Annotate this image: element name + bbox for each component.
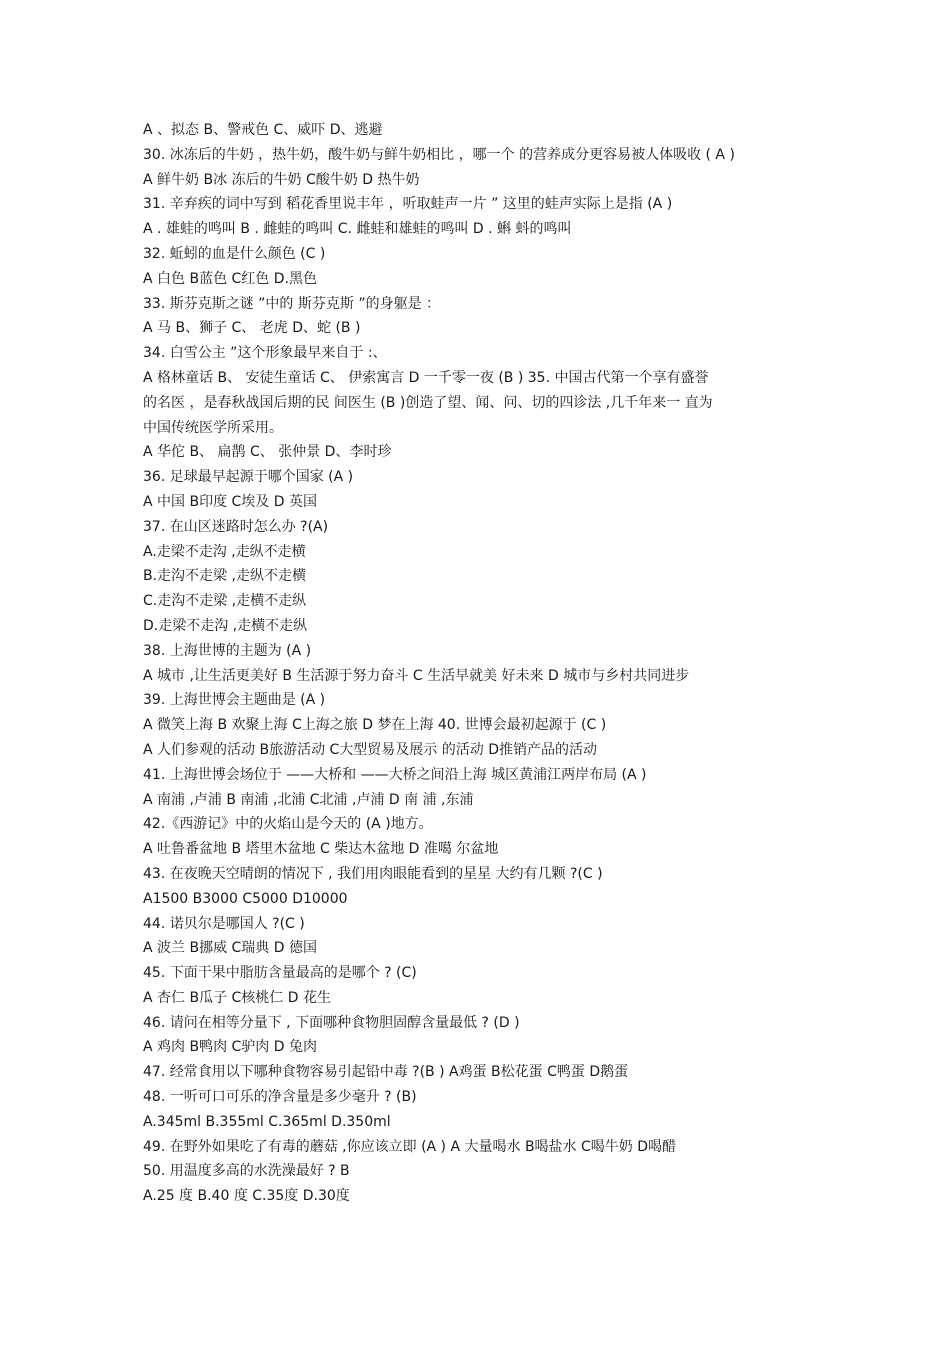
text-line: A.走梁不走沟 ,走纵不走横 [143,543,306,560]
text-line: A 中国 B印度 C埃及 D 英国 [143,493,317,510]
text-line: 38. 上海世博的主题为 (A ) [143,642,312,659]
text-line: A 白色 B蓝色 C红色 D.黑色 [143,270,317,287]
page-content [143,118,823,1209]
text-line: 50. 用温度多高的水洗澡最好 ? B [143,1163,350,1180]
text-line: 30. 冰冻后的牛奶 ，热牛奶，酸牛奶与鲜牛奶相比 ，哪一个 的营养成分更容易被人体吸收 ( A ) [143,146,735,163]
text-line: 36. 足球最早起源于哪个国家 (A ) [143,469,354,486]
text-line: 34. 白雪公主 ”这个形象最早来自于 :、 [143,345,387,362]
text-line: A.345ml B.355ml C.365ml D.350ml [143,1113,391,1130]
text-line: A . 雄蛙的鸣叫 B . 雌蛙的鸣叫 C. 雌蛙和雄蛙的鸣叫 D . 蝌 蚪的鸣叫 [143,221,572,238]
text-line: A 城市 ,让生活更美好 B 生活源于努力奋斗 C 生活早就美 好未来 D 城市与乡村共同进步 [143,667,690,684]
text-line: 31. 辛弃疾的词中写到 稻花香里说丰年 ，听取蛙声一片 ” 这里的蛙声实际上是指 (A ) [143,196,673,213]
text-line: A 人们参观的活动 B旅游活动 C大型贸易及展示 的活动 D推销产品的活动 [143,741,597,758]
text-line: B.走沟不走梁 ,走纵不走横 [143,568,306,585]
text-line: A 波兰 B挪威 C瑞典 D 德国 [143,940,317,957]
text-line: 43. 在夜晚天空晴朗的情况下 , 我们用肉眼能看到的星星 大约有几颗 ?(C ) [143,865,603,882]
text-line: 44. 诺贝尔是哪国人 ?(C ) [143,915,305,932]
text-line: 45. 下面干果中脂肪含量最高的是哪个 ? (C) [143,965,417,982]
text-line: 47. 经常食用以下哪种食物容易引起铅中毒 ?(B ) A鸡蛋 B松花蛋 C鸭蛋 D鹅蛋 [143,1064,629,1081]
text-line: A.25 度 B.40 度 C.35度 D.30度 [143,1188,350,1205]
text-line: 41. 上海世博会场位于 ——大桥和 ——大桥之间沿上海 城区黄浦江两岸布局 (A ) [143,766,647,783]
text-line: A 马 B、狮子 C、 老虎 D、蛇 (B ) [143,320,361,337]
text-line: 48. 一听可口可乐的净含量是多少毫升 ? (B) [143,1089,417,1106]
text-line: A 杏仁 B瓜子 C核桃仁 D 花生 [143,989,331,1006]
text-line: A1500 B3000 C5000 D10000 [143,890,348,907]
text-line: A 华佗 B、 扁鹊 C、 张仲景 D、李时珍 [143,444,392,461]
text-line: A 格林童话 B、 安徒生童话 C、 伊索寓言 D 一千零一夜 (B ) 35. 中国古代第一个享有盛誉 [143,369,709,386]
text-line: 33. 斯芬克斯之谜 ”中的 斯芬克斯 ”的身躯是 ： [143,295,441,312]
text-line: 32. 蚯蚓的血是什么颜色 (C ) [143,245,326,262]
text-line: A 吐鲁番盆地 B 塔里木盆地 C 柴达木盆地 D 准噶 尔盆地 [143,841,499,858]
text-line: 49. 在野外如果吃了有毒的蘑菇 ,你应该立即 (A ) A 大量喝水 B喝盐水 C喝牛奶 D喝醋 [143,1138,677,1155]
text-line: A 鸡肉 B鸭肉 C驴肉 D 兔肉 [143,1039,317,1056]
text-line: 中国传统医学所采用。 [143,419,283,436]
text-line: D.走梁不走沟 ,走横不走纵 [143,617,308,634]
text-line: 39. 上海世博会主题曲是 (A ) [143,692,326,709]
text-line: A 南浦 ,卢浦 B 南浦 ,北浦 C北浦 ,卢浦 D 南 浦 ,东浦 [143,791,474,808]
text-line: A 微笑上海 B 欢聚上海 C上海之旅 D 梦在上海 40. 世博会最初起源于 (C ) [143,717,607,734]
text-line: 37. 在山区迷路时怎么办 ?(A) [143,518,329,535]
text-line: C.走沟不走梁 ,走横不走纵 [143,593,307,610]
text-line: A 鲜牛奶 B冰 冻后的牛奶 C酸牛奶 D 热牛奶 [143,171,420,188]
text-line: 42.《西游记》中的火焰山是今天的 (A )地方。 [143,816,433,833]
text-line: 的名医 ，是春秋战国后期的民 间医生 (B )创造了望、闻、问、切的四诊法 ,几千年来一 直为 [143,394,713,411]
text-line: 46. 请问在相等分量下 , 下面哪种食物胆固醇含量最低 ? (D ) [143,1014,520,1031]
text-line: A 、拟态 B、警戒色 C、威吓 D、逃避 [143,122,383,138]
